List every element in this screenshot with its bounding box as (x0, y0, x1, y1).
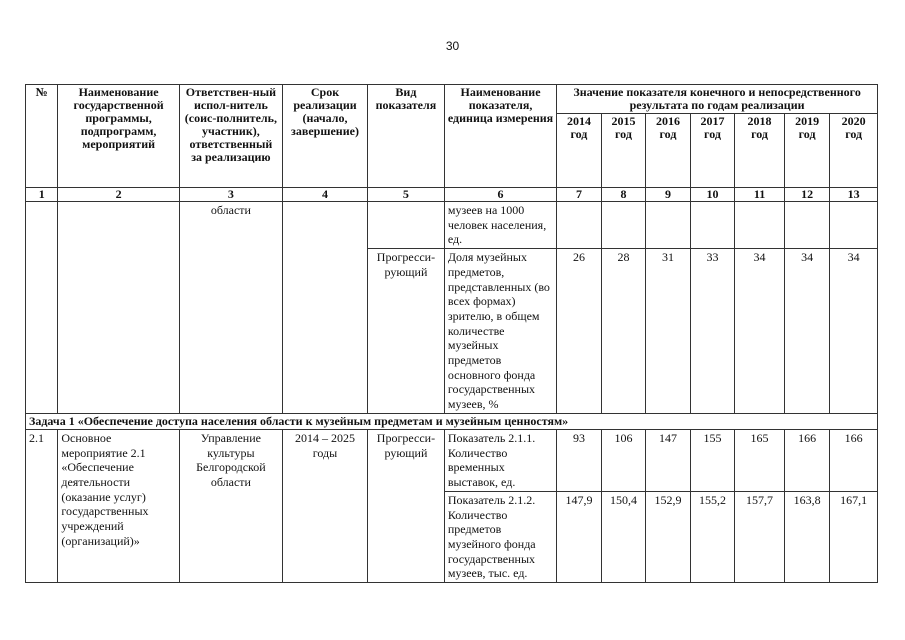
cell-value (690, 202, 735, 249)
cell-indicator: Доля музейных предметов, представленных (во всех формах) зрителю, в общем количестве музейных предметов основного фонда государственных музеев, % (444, 249, 556, 414)
column-number: 12 (784, 188, 830, 202)
header-year: 2015 год (601, 114, 646, 188)
cell-value: 34 (735, 249, 785, 414)
header-year: 2020 год (830, 114, 878, 188)
header-indicator-name: Наименование показателя, единица измерения (444, 85, 556, 188)
table-row (26, 202, 878, 249)
table-row (26, 429, 878, 491)
cell-value: 33 (690, 249, 735, 414)
cell-value: 31 (646, 249, 691, 414)
header-values-group: Значение показателя конечного и непосредственного результата по годам реализации (557, 85, 878, 114)
cell-value: 165 (735, 429, 785, 491)
cell-value (830, 202, 878, 249)
indicators-table (25, 84, 878, 583)
header-year: 2014 год (557, 114, 602, 188)
cell-item-name: Основное мероприятие 2.1 «Обеспечение деятельности (оказание услуг) государственных учреждений (организаций)» (58, 429, 179, 582)
column-number: 11 (735, 188, 785, 202)
cell-empty (58, 202, 179, 414)
header-year: 2018 год (735, 114, 785, 188)
cell-value: 106 (601, 429, 646, 491)
cell-empty (367, 202, 444, 249)
page-number: 30 (445, 39, 460, 53)
cell-value: 28 (601, 249, 646, 414)
cell-responsible: Управление культуры Белгородской области (179, 429, 282, 582)
cell-value: 167,1 (830, 491, 878, 582)
column-number: 4 (283, 188, 368, 202)
column-number: 3 (179, 188, 282, 202)
cell-responsible: области (179, 202, 282, 414)
cell-value: 155,2 (690, 491, 735, 582)
column-number: 2 (58, 188, 179, 202)
cell-value: 93 (557, 429, 602, 491)
cell-empty (26, 202, 58, 414)
cell-value: 26 (557, 249, 602, 414)
cell-indicator: Показатель 2.1.1. Количество временных выставок, ед. (444, 429, 556, 491)
column-number: 7 (557, 188, 602, 202)
cell-value (784, 202, 830, 249)
header-period: Срок реализации (начало, завершение) (283, 85, 368, 188)
cell-empty (283, 202, 368, 414)
cell-indicator-type: Прогресси-рующий (367, 249, 444, 414)
column-number: 6 (444, 188, 556, 202)
cell-value: 166 (830, 429, 878, 491)
cell-value (601, 202, 646, 249)
column-number: 13 (830, 188, 878, 202)
cell-value (557, 202, 602, 249)
column-number: 1 (26, 188, 58, 202)
cell-value: 152,9 (646, 491, 691, 582)
cell-value: 147,9 (557, 491, 602, 582)
header-year: 2016 год (646, 114, 691, 188)
cell-item-no: 2.1 (26, 429, 58, 582)
header-year: 2017 год (690, 114, 735, 188)
column-number: 8 (601, 188, 646, 202)
cell-period: 2014 – 2025 годы (283, 429, 368, 582)
cell-indicator: музеев на 1000 человек населения, ед. (444, 202, 556, 249)
header-no: № (26, 85, 58, 188)
column-number: 9 (646, 188, 691, 202)
cell-value: 157,7 (735, 491, 785, 582)
header-program: Наименование государственной программы, подпрограмм, мероприятий (58, 85, 179, 188)
cell-indicator: Показатель 2.1.2. Количество предметов музейного фонда государственных музеев, тыс. ед. (444, 491, 556, 582)
header-responsible: Ответствен-ный испол-нитель (соис-полнитель, участник), ответственный за реализацию (179, 85, 282, 188)
header-year: 2019 год (784, 114, 830, 188)
task-title: Задача 1 «Обеспечение доступа населения области к музейным предметам и музейным ценностям» (26, 413, 878, 429)
cell-value (646, 202, 691, 249)
cell-value: 166 (784, 429, 830, 491)
cell-value: 155 (690, 429, 735, 491)
column-number: 5 (367, 188, 444, 202)
task-row (26, 413, 878, 429)
cell-value: 163,8 (784, 491, 830, 582)
cell-value: 147 (646, 429, 691, 491)
cell-value: 34 (830, 249, 878, 414)
cell-value: 34 (784, 249, 830, 414)
column-number: 10 (690, 188, 735, 202)
cell-value: 150,4 (601, 491, 646, 582)
header-indicator-type: Вид показателя (367, 85, 444, 188)
cell-indicator-type: Прогресси-рующий (367, 429, 444, 582)
column-numbers-row (26, 188, 878, 202)
cell-value (735, 202, 785, 249)
